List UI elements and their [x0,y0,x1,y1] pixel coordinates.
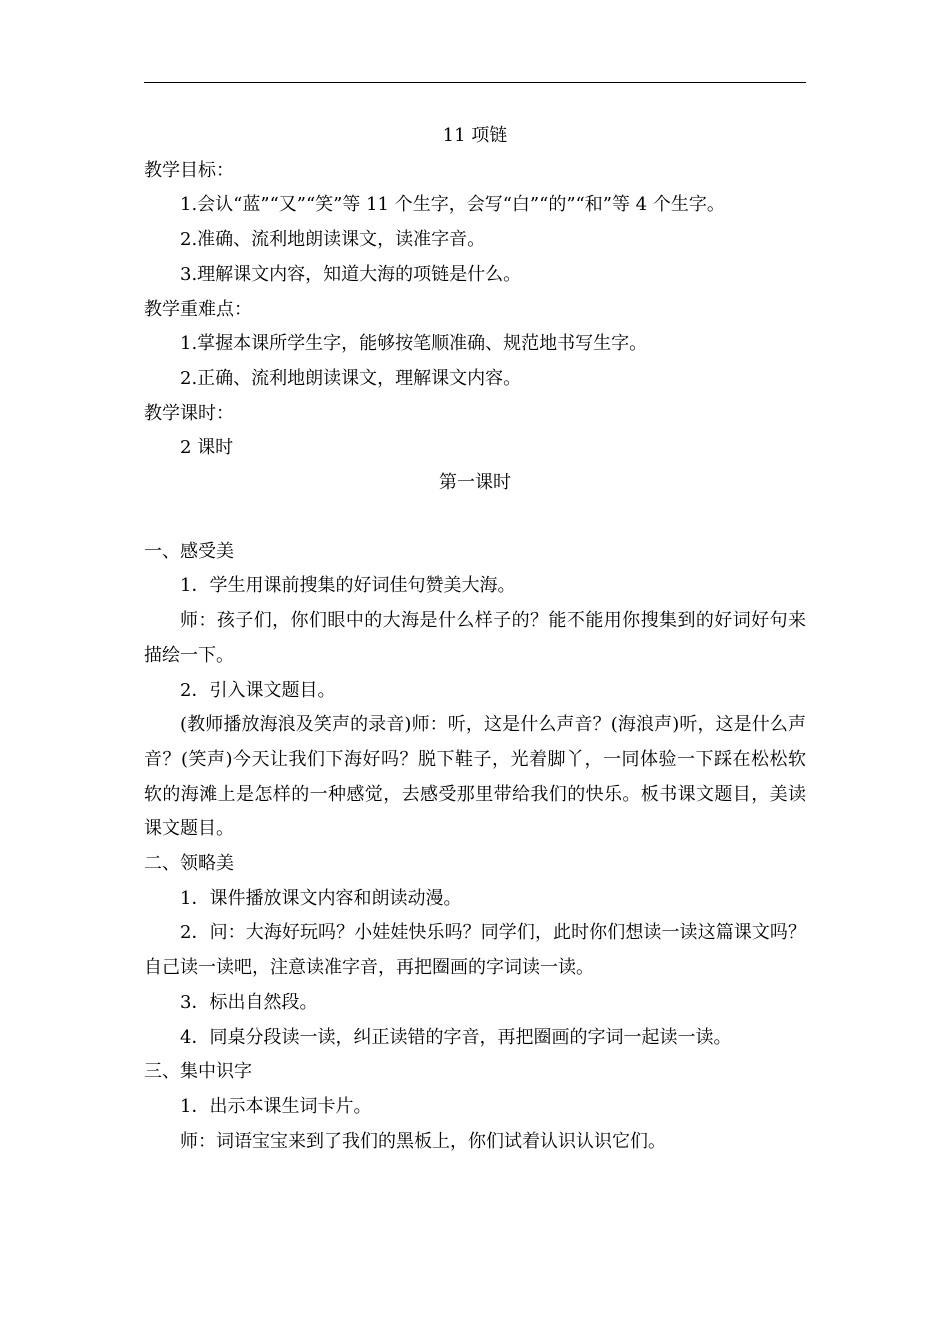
step-item: 1．出示本课生词卡片。 [180,1095,372,1117]
teacher-speech: 师：词语宝宝来到了我们的黑板上，你们试着认识认识它们。 [180,1130,666,1152]
document-body [144,119,806,1159]
spacer [144,501,806,535]
key-point-item: 2.正确、流利地朗读课文，理解课文内容。 [180,367,522,389]
step-item: 3．标出自然段。 [180,991,318,1013]
step-item: 2．引入课文题目。 [180,679,336,701]
step-item: 4．同桌分段读一读，纠正读错的字音，再把圈画的字词一起读一读。 [180,1026,732,1048]
goal-item: 2.准确、流利地朗读课文，读准字音。 [180,229,486,251]
teacher-speech: 师：孩子们，你们眼中的大海是什么样子的？能不能用你搜集到的好词好句来描绘一下。 [144,610,806,666]
step-item: 1．学生用课前搜集的好词佳句赞美大海。 [180,575,516,597]
hours-value: 2 课时 [180,437,234,459]
section-heading: 一、感受美 [144,540,234,562]
step-item: 2．问：大海好玩吗？小娃娃快乐吗？同学们，此时你们想读一读这篇课文吗？自己读一读吧，注意读准字音，再把圈画的字词读一读。 [144,922,806,979]
document-title: 11 项链 [442,125,508,146]
goal-item: 1.会认“蓝”“又”“笑”等 11 个生字，会写“白”“的”“和”等 4 个生字。 [180,194,725,216]
key-point-item: 1.掌握本课所学生字，能够按笔顺准确、规范地书写生字。 [180,333,648,355]
key-points-heading: 教学重难点： [144,298,252,320]
lesson-title: 第一课时 [439,472,511,494]
section-heading: 三、集中识字 [144,1061,252,1083]
step-item: 1．课件播放课文内容和朗读动漫。 [180,887,462,909]
hours-heading: 教学课时： [144,402,234,424]
goal-item: 3.理解课文内容，知道大海的项链是什么。 [180,263,522,285]
header-rule [144,82,806,83]
narrative-paragraph: (教师播放海浪及笑声的录音)师：听，这是什么声音？(海浪声)听，这是什么声音？(笑声)今天让我们下海好吗？脱下鞋子，光着脚丫，一同体验一下踩在松松软软的海滩上是怎样的一种感觉，去感受那里带给我们的快乐。板书课文题目，美读课文题目。 [144,714,806,840]
section-heading: 二、领略美 [144,853,234,875]
goals-heading: 教学目标： [144,159,234,181]
